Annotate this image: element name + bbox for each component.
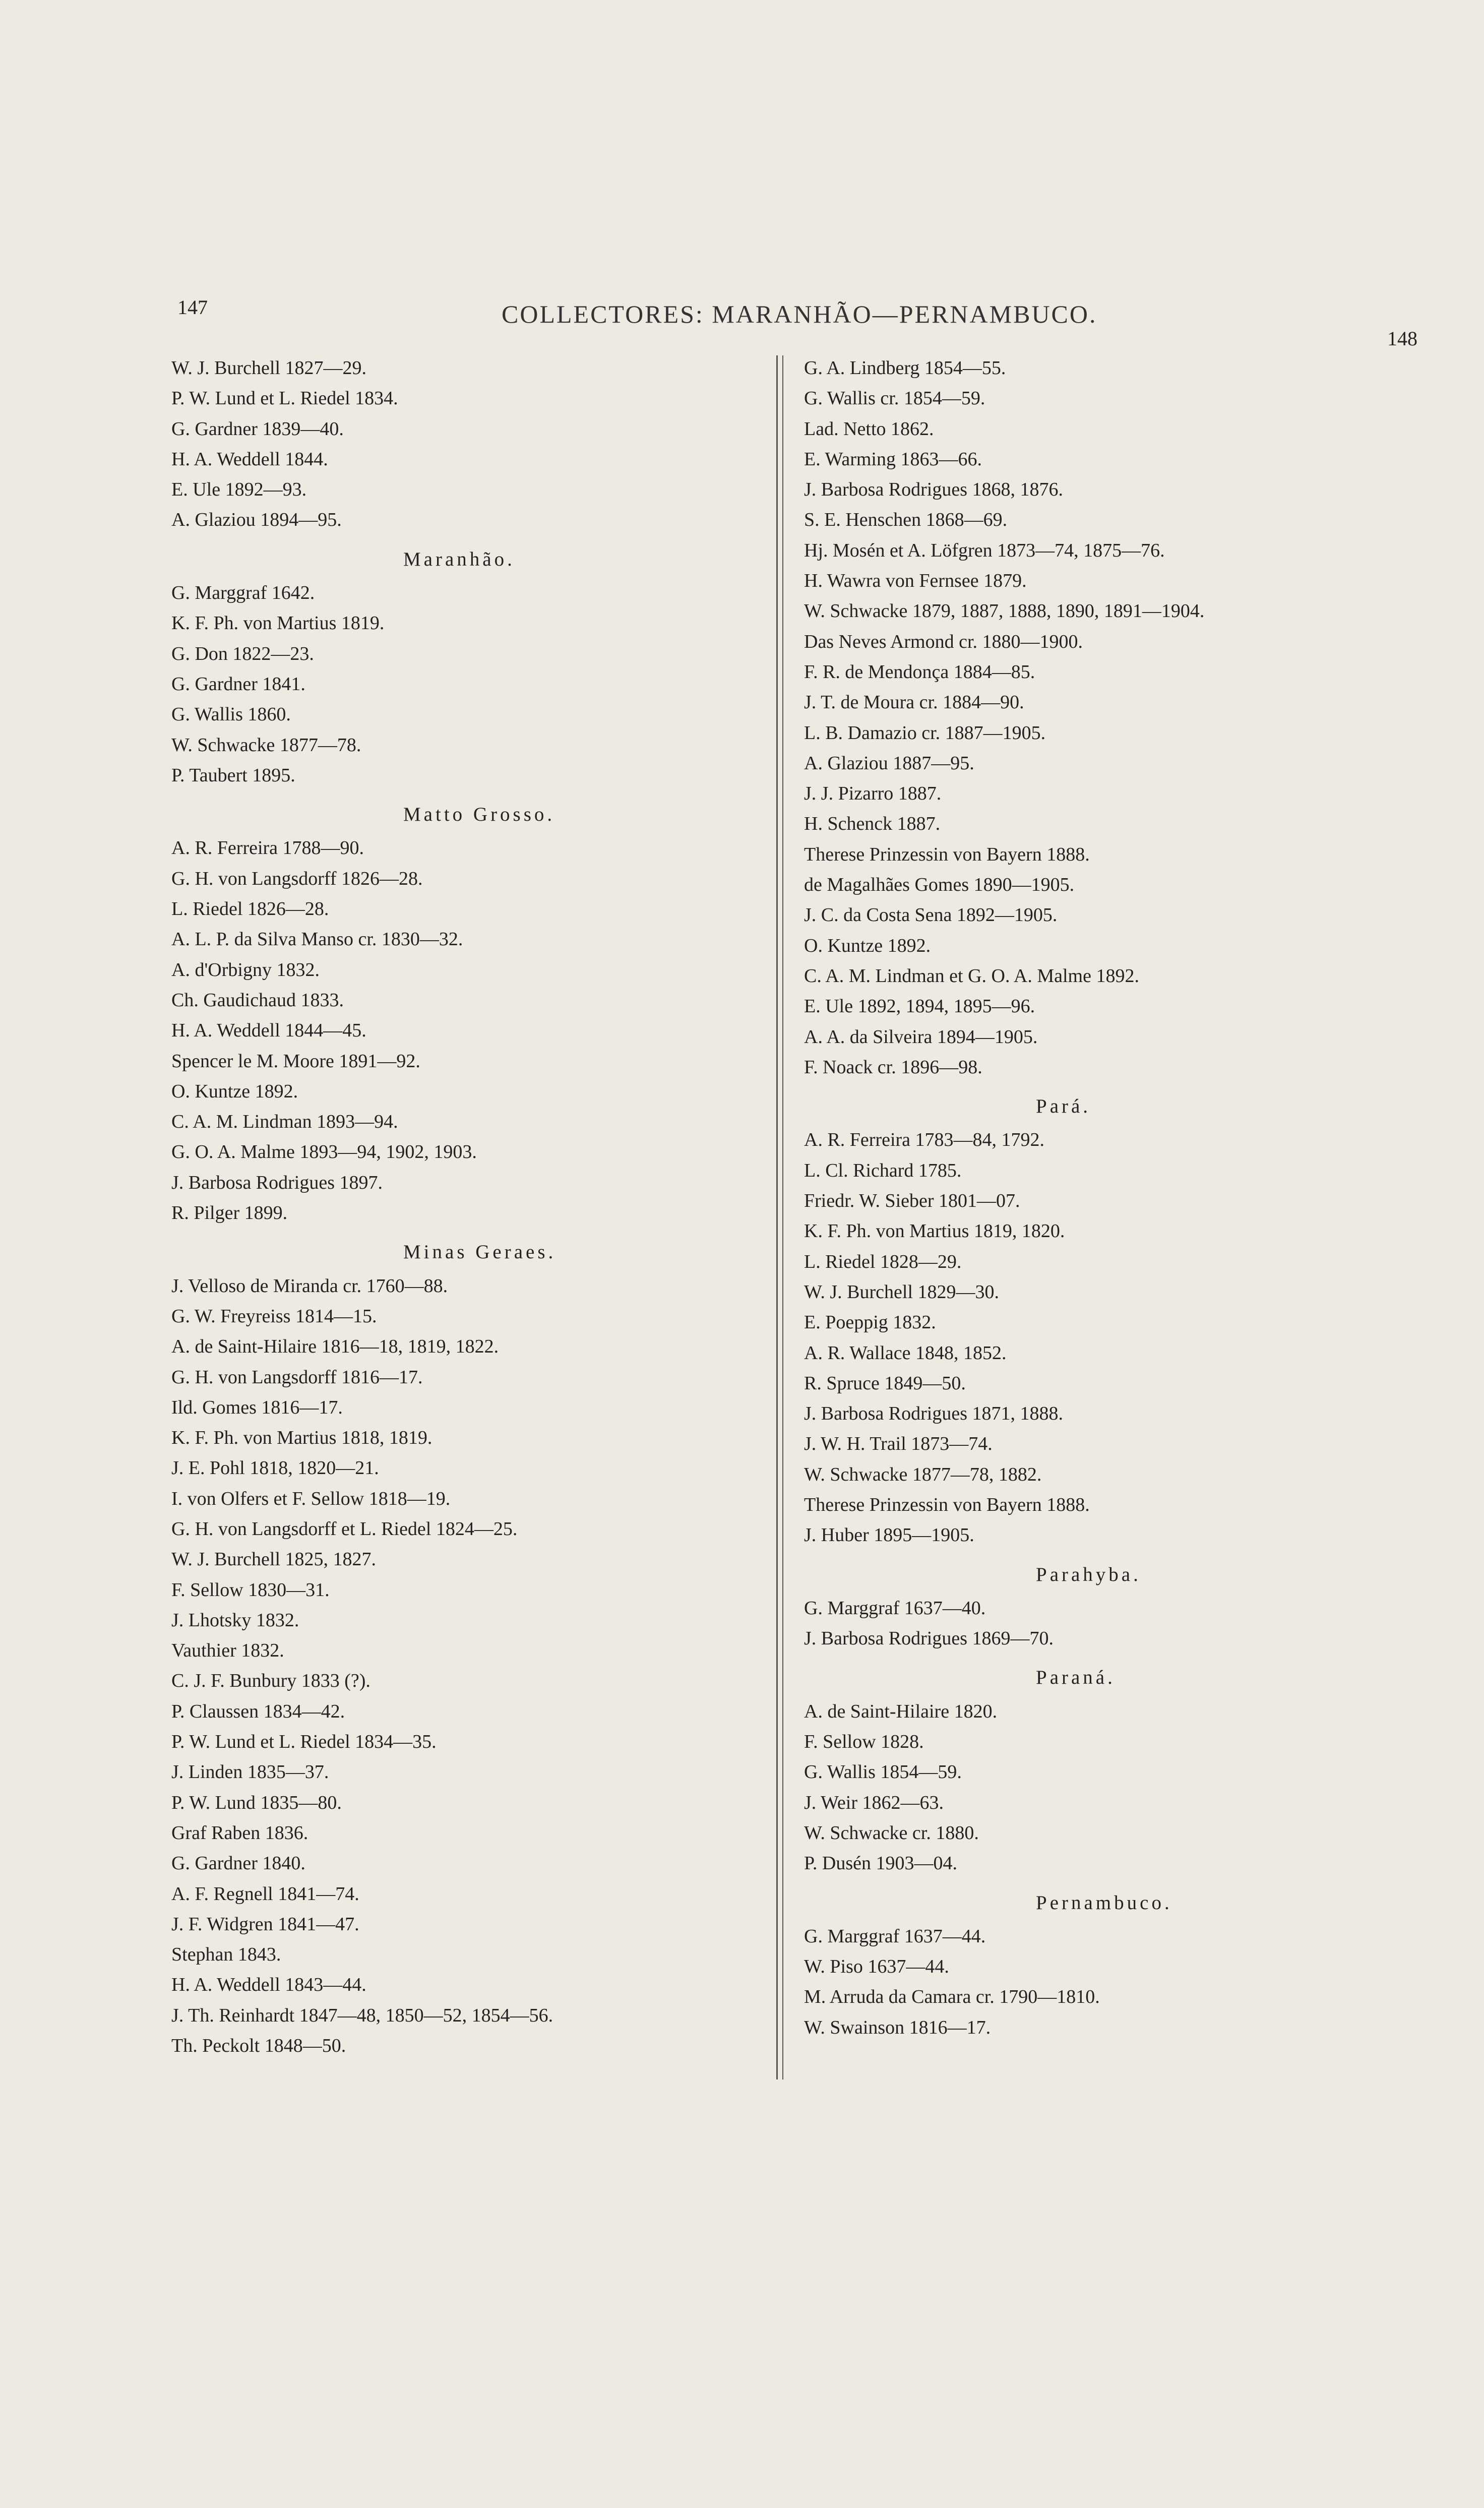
collector-entry: E. Poeppig 1832. xyxy=(804,1312,936,1333)
collector-entry: W. Schwacke 1877—78, 1882. xyxy=(804,1463,1042,1485)
collector-entry: J. Huber 1895—1905. xyxy=(804,1524,974,1546)
collector-entry: L. Cl. Richard 1785. xyxy=(804,1159,962,1181)
collector-entry: A. L. P. da Silva Manso cr. 1830—32. xyxy=(171,929,463,950)
collector-entry: K. F. Ph. von Martius 1818, 1819. xyxy=(171,1427,432,1449)
collector-entry: W. J. Burchell 1829—30. xyxy=(804,1281,1000,1303)
collector-entry: E. Warming 1863—66. xyxy=(804,448,982,470)
collector-entry: P. W. Lund et L. Riedel 1834. xyxy=(171,388,398,409)
collector-entry: J. E. Pohl 1818, 1820—21. xyxy=(171,1457,379,1479)
collector-entry: Graf Raben 1836. xyxy=(171,1822,308,1844)
collector-entry: J. W. H. Trail 1873—74. xyxy=(804,1433,993,1455)
collector-entry: G. O. A. Malme 1893—94, 1902, 1903. xyxy=(171,1141,477,1163)
collector-entry: G. H. von Langsdorff et L. Riedel 1824—25. xyxy=(171,1518,518,1540)
collector-entry: F. Noack cr. 1896—98. xyxy=(804,1056,982,1078)
collector-entry: G. Wallis cr. 1854—59. xyxy=(804,388,985,409)
collector-entry: R. Pilger 1899. xyxy=(171,1202,288,1224)
collector-entry: A. de Saint-Hilaire 1816—18, 1819, 1822. xyxy=(171,1336,499,1358)
collector-entry: Das Neves Armond cr. 1880—1900. xyxy=(804,631,1083,652)
collector-entry: A. R. Ferreira 1783—84, 1792. xyxy=(804,1129,1045,1151)
section-heading: Minas Geraes. xyxy=(403,1241,556,1263)
collector-entry: L. Riedel 1828—29. xyxy=(804,1251,962,1272)
collector-entry: E. Ule 1892—93. xyxy=(171,479,307,501)
collector-entry: A. Glaziou 1894—95. xyxy=(171,509,342,531)
collector-entry: J. Th. Reinhardt 1847—48, 1850—52, 1854—56. xyxy=(171,2004,553,2026)
collector-entry: G. Wallis 1854—59. xyxy=(804,1761,962,1783)
collector-entry: F. Sellow 1830—31. xyxy=(171,1579,330,1601)
collector-entry: P. W. Lund et L. Riedel 1834—35. xyxy=(171,1731,437,1753)
collector-entry: P. W. Lund 1835—80. xyxy=(171,1792,342,1813)
collector-entry: S. E. Henschen 1868—69. xyxy=(804,509,1008,531)
page-header-title: COLLECTORES: MARANHÃO—PERNAMBUCO. xyxy=(502,300,1097,328)
collector-entry: G. Wallis 1860. xyxy=(171,704,291,725)
section-heading: Matto Grosso. xyxy=(403,804,555,826)
left-column xyxy=(171,353,766,2061)
collector-entry: K. F. Ph. von Martius 1819, 1820. xyxy=(804,1220,1065,1242)
collector-entry: O. Kuntze 1892. xyxy=(804,935,931,956)
section-heading: Pernambuco. xyxy=(1036,1891,1172,1914)
collector-entry: G. Gardner 1840. xyxy=(171,1853,305,1874)
collector-entry: C. J. F. Bunbury 1833 (?). xyxy=(171,1670,370,1692)
collector-entry: P. Claussen 1834—42. xyxy=(171,1700,345,1722)
collector-entry: Friedr. W. Sieber 1801—07. xyxy=(804,1190,1020,1212)
collector-entry: K. F. Ph. von Martius 1819. xyxy=(171,613,385,634)
collector-entry: G. W. Freyreiss 1814—15. xyxy=(171,1305,377,1327)
collector-entry: A. A. da Silveira 1894—1905. xyxy=(804,1026,1038,1048)
collector-entry: W. Piso 1637—44. xyxy=(804,1956,949,1978)
collector-entry: W. J. Burchell 1827—29. xyxy=(171,357,367,379)
collector-entry: C. A. M. Lindman 1893—94. xyxy=(171,1111,398,1133)
collector-entry: J. Barbosa Rodrigues 1871, 1888. xyxy=(804,1403,1064,1425)
collector-entry: G. Gardner 1841. xyxy=(171,673,305,695)
collector-entry: R. Spruce 1849—50. xyxy=(804,1372,966,1394)
collector-entry: de Magalhães Gomes 1890—1905. xyxy=(804,874,1075,896)
collector-entry: H. A. Weddell 1844—45. xyxy=(171,1020,366,1042)
collector-entry: H. A. Weddell 1843—44. xyxy=(171,1974,366,1996)
collector-entry: P. Dusén 1903—04. xyxy=(804,1853,958,1874)
collector-entry: W. J. Burchell 1825, 1827. xyxy=(171,1549,377,1570)
collector-entry: G. H. von Langsdorff 1826—28. xyxy=(171,868,423,889)
page-number-right: 148 xyxy=(1387,327,1417,350)
collector-entry: J. Barbosa Rodrigues 1869—70. xyxy=(804,1628,1054,1649)
collector-entry: A. F. Regnell 1841—74. xyxy=(171,1883,359,1905)
collector-entry: J. Barbosa Rodrigues 1868, 1876. xyxy=(804,479,1064,501)
section-heading: Parahyba. xyxy=(1036,1563,1141,1585)
collector-entry: Stephan 1843. xyxy=(171,1944,281,1966)
collector-entry: A. R. Ferreira 1788—90. xyxy=(171,837,364,859)
collector-entry: J. Barbosa Rodrigues 1897. xyxy=(171,1172,383,1193)
collector-entry: Lad. Netto 1862. xyxy=(804,418,934,440)
collector-entry: Hj. Mosén et A. Löfgren 1873—74, 1875—76. xyxy=(804,539,1165,561)
collector-entry: F. R. de Mendonça 1884—85. xyxy=(804,661,1035,683)
right-column xyxy=(804,353,1399,2043)
collector-entry: G. Don 1822—23. xyxy=(171,643,314,664)
collector-entry: J. Velloso de Miranda cr. 1760—88. xyxy=(171,1275,448,1297)
collector-entry: A. de Saint-Hilaire 1820. xyxy=(804,1700,998,1722)
collector-entry: G. Gardner 1839—40. xyxy=(171,418,344,440)
collector-entry: J. Linden 1835—37. xyxy=(171,1761,329,1783)
collector-entry: Spencer le M. Moore 1891—92. xyxy=(171,1050,420,1072)
collector-entry: J. Weir 1862—63. xyxy=(804,1792,944,1813)
collector-entry: W. Schwacke 1879, 1887, 1888, 1890, 1891—1904. xyxy=(804,600,1205,622)
collector-entry: H. A. Weddell 1844. xyxy=(171,448,328,470)
collector-entry: A. Glaziou 1887—95. xyxy=(804,752,974,774)
collector-entry: C. A. M. Lindman et G. O. A. Malme 1892. xyxy=(804,965,1139,987)
collector-entry: P. Taubert 1895. xyxy=(171,764,295,786)
collector-entry: G. Marggraf 1637—44. xyxy=(804,1925,986,1947)
collector-entry: J. J. Pizarro 1887. xyxy=(804,783,942,805)
section-heading: Pará. xyxy=(1036,1095,1091,1118)
collector-entry: Ild. Gomes 1816—17. xyxy=(171,1396,343,1418)
collector-entry: Ch. Gaudichaud 1833. xyxy=(171,989,344,1011)
collector-entry: G. H. von Langsdorff 1816—17. xyxy=(171,1366,423,1388)
collector-entry: W. Schwacke cr. 1880. xyxy=(804,1822,979,1844)
section-heading: Maranhão. xyxy=(403,548,515,570)
collector-entry: G. Marggraf 1637—40. xyxy=(804,1597,986,1619)
collector-entry: L. B. Damazio cr. 1887—1905. xyxy=(804,722,1046,744)
collector-entry: H. Wawra von Fernsee 1879. xyxy=(804,570,1027,592)
collector-entry: I. von Olfers et F. Sellow 1818—19. xyxy=(171,1488,451,1509)
collector-entry: Vauthier 1832. xyxy=(171,1640,284,1662)
collector-entry: Th. Peckolt 1848—50. xyxy=(171,2035,346,2057)
collector-entry: W. Schwacke 1877—78. xyxy=(171,734,361,756)
collector-entry: J. Lhotsky 1832. xyxy=(171,1609,299,1631)
collector-entry: F. Sellow 1828. xyxy=(804,1731,924,1753)
collector-entry: A. d'Orbigny 1832. xyxy=(171,959,320,981)
collector-entry: E. Ule 1892, 1894, 1895—96. xyxy=(804,996,1035,1017)
collector-entry: J. C. da Costa Sena 1892—1905. xyxy=(804,904,1058,926)
collector-entry: W. Swainson 1816—17. xyxy=(804,2016,991,2038)
section-heading: Paraná. xyxy=(1036,1667,1116,1689)
collector-entry: G. Marggraf 1642. xyxy=(171,582,315,604)
collector-entry: M. Arruda da Camara cr. 1790—1810. xyxy=(804,1986,1100,2008)
collector-entry: A. R. Wallace 1848, 1852. xyxy=(804,1342,1007,1364)
collector-entry: O. Kuntze 1892. xyxy=(171,1080,298,1102)
column-divider xyxy=(776,355,783,2079)
collector-entry: Therese Prinzessin von Bayern 1888. xyxy=(804,843,1090,865)
collector-entry: J. F. Widgren 1841—47. xyxy=(171,1913,359,1935)
collector-entry: G. A. Lindberg 1854—55. xyxy=(804,357,1006,379)
collector-entry: J. T. de Moura cr. 1884—90. xyxy=(804,692,1024,713)
page-number-left: 147 xyxy=(177,296,208,319)
collector-entry: H. Schenck 1887. xyxy=(804,813,941,835)
collector-entry: Therese Prinzessin von Bayern 1888. xyxy=(804,1494,1090,1515)
collector-entry: L. Riedel 1826—28. xyxy=(171,898,329,920)
